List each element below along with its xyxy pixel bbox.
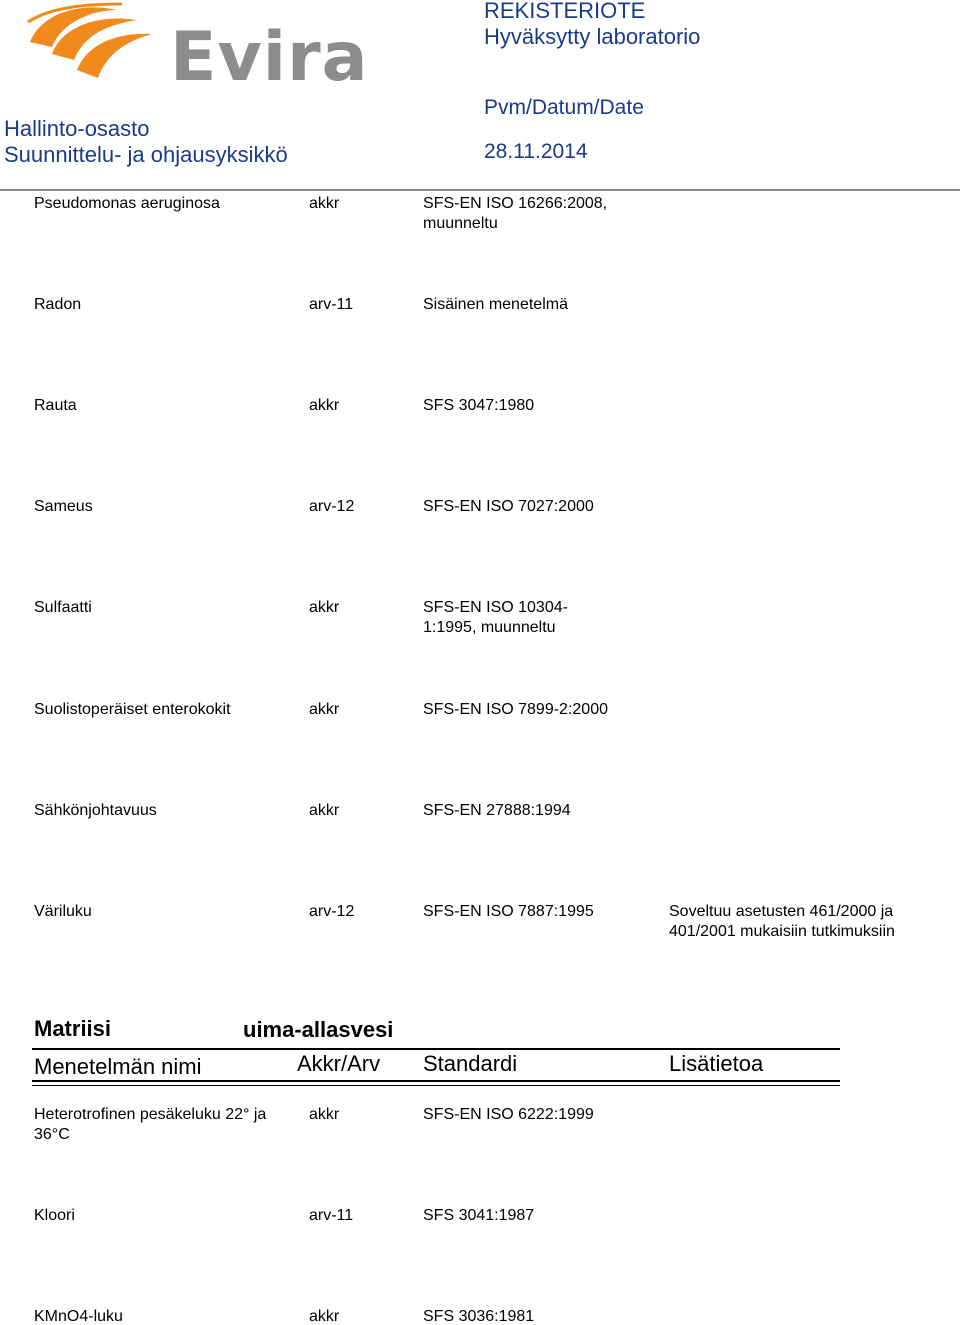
standard: SFS-EN ISO 7887:1995 — [423, 903, 594, 920]
standard: Sisäinen menetelmä — [423, 296, 568, 313]
method-name: Pseudomonas aeruginosa — [34, 195, 220, 212]
standard: SFS-EN ISO 10304-1:1995, muunneltu — [423, 599, 568, 636]
standard: SFS-EN ISO 7027:2000 — [423, 498, 594, 515]
method-name: KMnO4-luku — [34, 1308, 123, 1325]
method-name: Kloori — [34, 1207, 75, 1224]
document-title: REKISTERIOTE — [484, 0, 646, 23]
method-name: Sameus — [34, 498, 93, 515]
date-label: Pvm/Datum/Date — [484, 96, 644, 119]
accreditation: arv-11 — [309, 296, 354, 313]
method-name: Radon — [34, 296, 82, 313]
column-header-accreditation: Akkr/Arv — [297, 1051, 381, 1076]
standard: SFS 3041:1987 — [423, 1207, 535, 1224]
date-value: 28.11.2014 — [484, 140, 588, 163]
method-name: Sähkönjohtavuus — [34, 802, 157, 819]
standard: SFS-EN ISO 7899-2:2000 — [423, 701, 608, 718]
additional-info: Soveltuu asetusten 461/2000 ja 401/2001 mukaisiin tutkimuksiin — [669, 903, 895, 940]
column-header-info: Lisätietoa — [669, 1051, 764, 1076]
standard: SFS-EN 27888:1994 — [423, 802, 571, 819]
unit-name: Suunnittelu- ja ohjausyksikkö — [4, 142, 288, 167]
table-header-top-rule — [32, 1048, 840, 1050]
accreditation: akkr — [309, 195, 340, 212]
method-name: Heterotrofinen pesäkeluku 22° ja 36°C — [34, 1106, 267, 1143]
document-subtitle: Hyväksytty laboratorio — [484, 24, 701, 49]
accreditation: akkr — [309, 802, 340, 819]
method-name: Väriluku — [34, 903, 92, 920]
table-header-double-rule — [32, 1085, 840, 1086]
header-divider — [0, 189, 960, 191]
accreditation: akkr — [309, 397, 340, 414]
column-header-method: Menetelmän nimi — [34, 1054, 202, 1079]
evira-wordmark: Evira — [170, 18, 369, 97]
standard: SFS-EN ISO 16266:2008, muunneltu — [423, 195, 608, 232]
standard: SFS-EN ISO 6222:1999 — [423, 1106, 594, 1123]
standard: SFS 3047:1980 — [423, 397, 535, 414]
method-name: Sulfaatti — [34, 599, 92, 616]
department-name: Hallinto-osasto — [4, 116, 150, 141]
matrix-value: uima-allasvesi — [243, 1017, 394, 1042]
document-type — [484, 0, 700, 50]
department — [4, 116, 288, 168]
accreditation: akkr — [309, 701, 340, 718]
evira-logo — [22, 2, 369, 97]
method-name: Suolistoperäiset enterokokit — [34, 701, 231, 718]
accreditation: akkr — [309, 599, 340, 616]
matrix-label: Matriisi — [34, 1016, 112, 1041]
evira-swoosh-icon — [22, 2, 162, 92]
standard: SFS 3036:1981 — [423, 1308, 535, 1325]
table-header-bottom-rule — [32, 1080, 840, 1082]
accreditation: akkr — [309, 1106, 340, 1123]
accreditation: arv-11 — [309, 1207, 354, 1224]
method-name: Rauta — [34, 397, 77, 414]
accreditation: arv-12 — [309, 498, 355, 515]
accreditation: akkr — [309, 1308, 340, 1325]
accreditation: arv-12 — [309, 903, 355, 920]
column-header-standard: Standardi — [423, 1051, 518, 1076]
